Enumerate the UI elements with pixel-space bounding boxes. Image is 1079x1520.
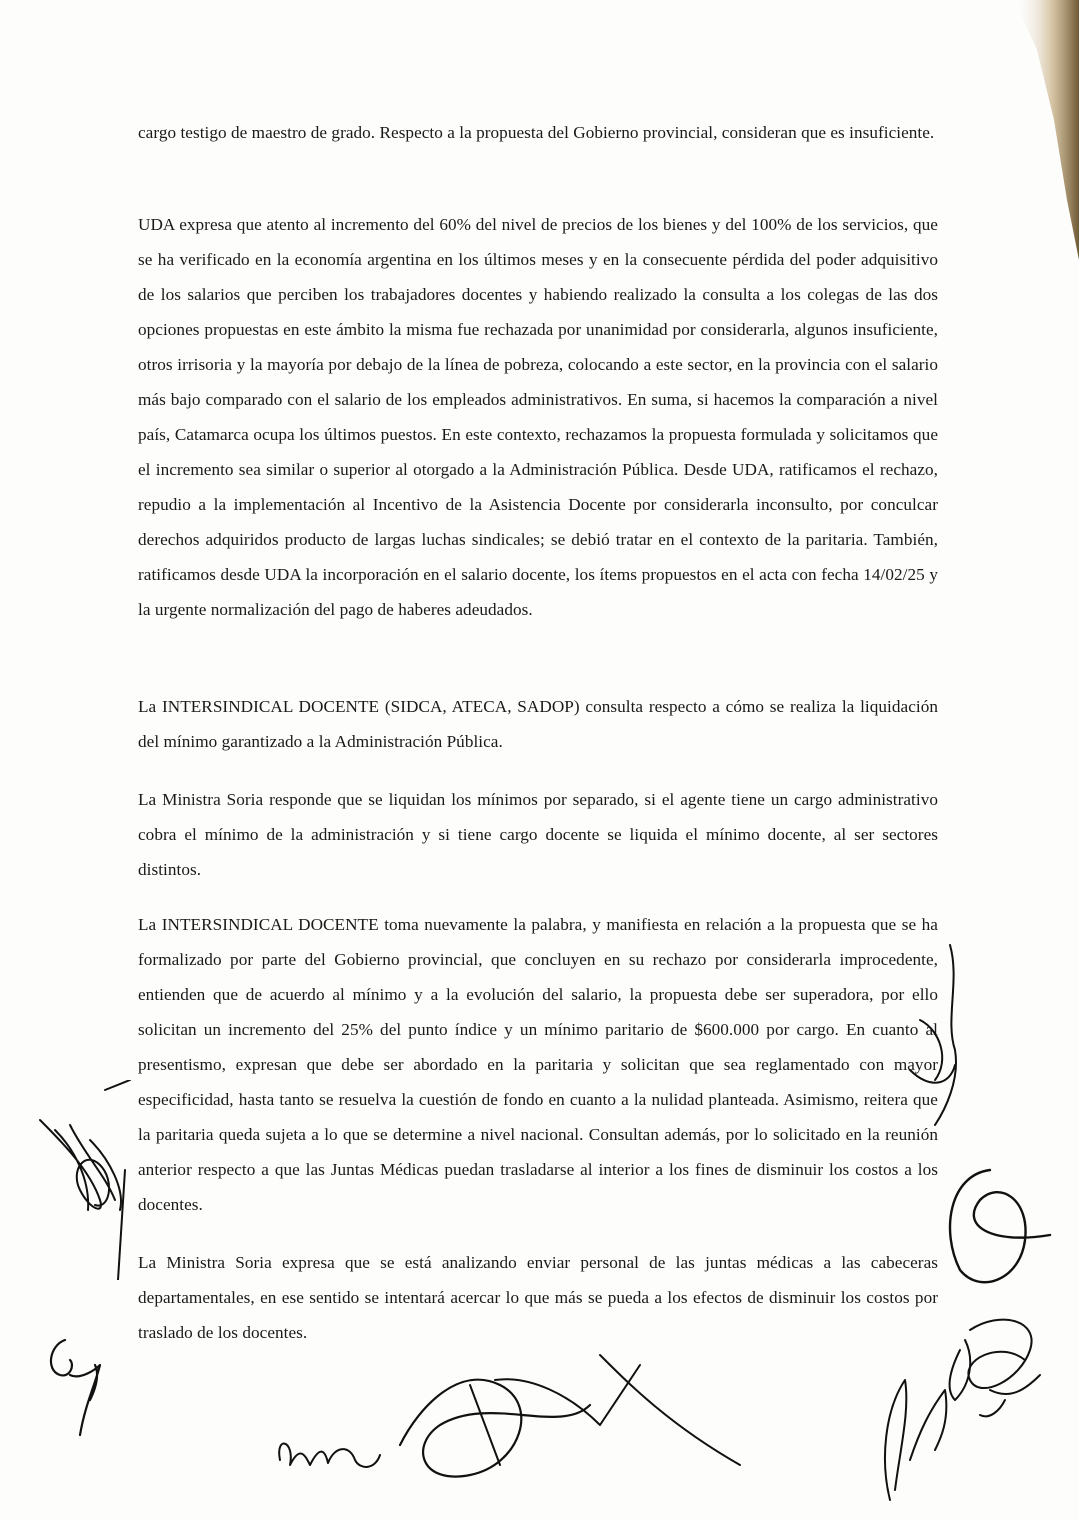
paragraph-intersindical-reply: La INTERSINDICAL DOCENTE toma nuevamente la palabra, y manifiesta en relación a la propuesta que se ha formalizado por parte del Gobierno provincial, que concluyen en su rechazo por considerarla improcedente, entienden que de acuerdo al mínimo y a la evolución del salario, la propuesta debe ser superadora, por ello solicitan un incremento del 25% del punto índice y un mínimo paritario de $600.000 por cargo. En cuanto al presentismo, expresan que debe ser abordado en la paritaria y solicitan que sea reglamentado con mayor especificidad, hasta tanto se resuelva la cuestión de fondo en cuanto a la nulidad planteada. Asimismo, reitera que la paritaria queda sujeta a lo que se determine a nivel nacional. Consultan además, por lo solicitado en la reunión anterior respecto a que las Juntas Médicas puedan trasladarse al interior a los fines de disminuir los costos a los docentes.: [138, 915, 938, 1214]
page-corner-shadow: [959, 0, 1079, 260]
initials-left-bottom: [40, 1330, 120, 1440]
signature-right-loop: [930, 1160, 1060, 1300]
paragraph-uda-statement: UDA expresa que atento al incremento del 60% del nivel de precios de los bienes y del 100% de los servicios, que se ha verificado en la economía argentina en los últimos meses y en la consecuente pérdida del poder adquisitivo de los salarios que perciben los trabajadores docentes y habiendo realizado la consulta a los colegas de las dos opciones propuestas en este ámbito la misma fue rechazada por unanimidad por considerarla, algunos insuficiente, otros irrisoria y la mayoría por debajo de la línea de pobreza, colocando a este sector, en la provincia con el salario más bajo comparado con el salario de los empleados administrativos. En suma, si hacemos la comparación a nivel país, Catamarca ocupa los últimos puestos. En este contexto, rechazamos la propuesta formulada y solicitamos que el incremento sea similar o superior al otorgado a la Administración Pública. Desde UDA, ratificamos el rechazo, repudio a la implementación al Incentivo de la Asistencia Docente por considerarla inconsulto, por conculcar derechos adquiridos producto de largas luchas sindicales; se debió tratar en el contexto de la paritaria. También, ratificamos desde UDA la incorporación en el salario docente, los ítems propuestos en el acta con fecha 14/02/25 y la urgente normalización del pago de haberes adeudados.: [138, 215, 938, 619]
paragraph-ministra-juntas: La Ministra Soria expresa que se está analizando enviar personal de las juntas médicas a las cabeceras departamentales, en ese sentido se intentará acercar lo que más se pueda a los efectos de disminuir los costos por traslado de los docentes.: [138, 1253, 938, 1342]
paragraph-intersindical-query: La INTERSINDICAL DOCENTE (SIDCA, ATECA, SADOP) consulta respecto a cómo se realiza la liquidación del mínimo garantizado a la Administración Pública.: [138, 697, 938, 751]
signature-left-margin: [30, 1080, 140, 1280]
paragraph-ministra-response: La Ministra Soria responde que se liquidan los mínimos por separado, si el agente tiene un cargo administrativo cobra el mínimo de la administración y si tiene cargo docente se liquida el mínimo docente, al ser sectores distintos.: [138, 790, 938, 879]
signature-right-bottom: [850, 1290, 1050, 1510]
signature-right-bracket: [850, 940, 970, 1130]
signature-center-bottom: [270, 1345, 750, 1485]
paragraph-cargo-testigo: cargo testigo de maestro de grado. Respecto a la propuesta del Gobierno provincial, consideran que es insuficiente.: [138, 123, 935, 142]
